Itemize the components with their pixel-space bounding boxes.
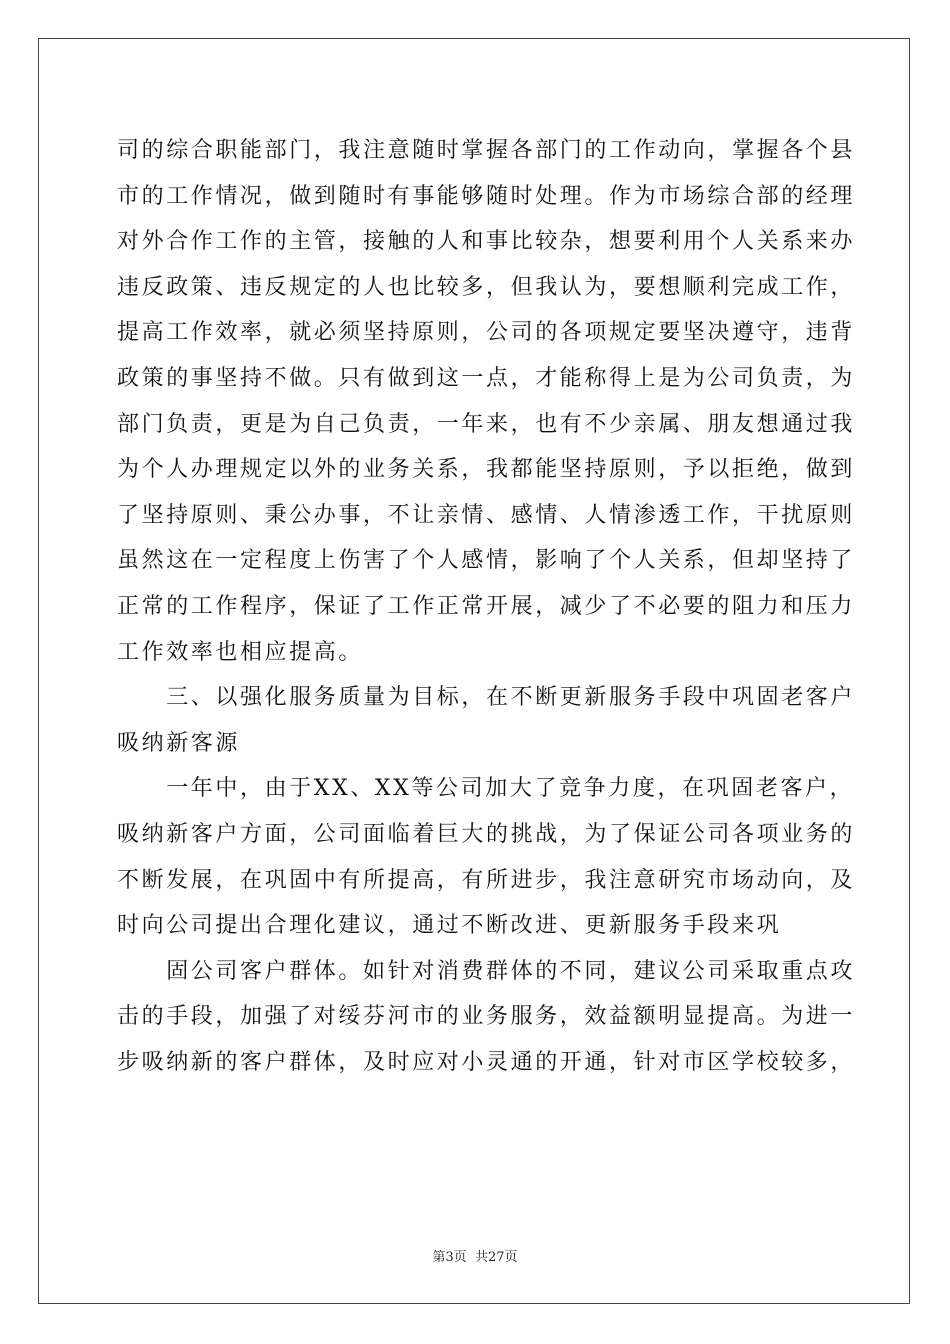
text-line: 司的综合职能部门，我注意随时掌握各部门的工作动向，掌握各个县 <box>117 138 856 163</box>
text-line: 正常的工作程序，保证了工作正常开展，减少了不必要的阻力和压力 <box>117 593 856 619</box>
text-line: 提高工作效率，就必须坚持原则，公司的各项规定要坚决遵守，违背 <box>117 320 856 346</box>
section-heading-line: 吸纳新客源 <box>117 730 241 756</box>
text-line: 违反政策、违反规定的人也比较多，但我认为，要想顺利完成工作， <box>117 274 856 300</box>
text-line: 市的工作情况，做到随时有事能够随时处理。作为市场综合部的经理 <box>117 183 856 209</box>
text-line: 为个人办理规定以外的业务关系，我都能坚持原则，予以拒绝，做到 <box>117 457 856 483</box>
text-line: 对外合作工作的主管，接触的人和事比较杂，想要利用个人关系来办 <box>117 229 856 255</box>
text-line: 部门负责，更是为自己负责，一年来，也有不少亲属、朋友想通过我 <box>117 411 856 437</box>
section-heading-line: 三、以强化服务质量为目标，在不断更新服务手段中巩固老客户 <box>117 685 856 711</box>
text-line: 击的手段，加强了对绥芬河市的业务服务，效益额明显提高。为进一 <box>117 1004 856 1030</box>
text-line: 了坚持原则、秉公办事，不让亲情、感情、人情渗透工作，干扰原则 <box>117 502 856 528</box>
text-line: 时向公司提出合理化建议，通过不断改进、更新服务手段来巩 <box>117 913 782 939</box>
text-line: 虽然这在一定程度上伤害了个人感情，影响了个人关系，但却坚持了 <box>117 548 856 574</box>
page-number: 第3页 <box>432 1250 467 1265</box>
text-line: 工作效率也相应提高。 <box>117 639 364 665</box>
page-total: 共27页 <box>474 1250 518 1265</box>
page-footer <box>0 1246 950 1265</box>
text-line: 政策的事坚持不做。只有做到这一点，才能称得上是为公司负责，为 <box>117 365 856 391</box>
text-line: 吸纳新客户方面，公司面临着巨大的挑战，为了保证公司各项业务的 <box>117 821 856 847</box>
document-body <box>117 128 856 1085</box>
text-line: 不断发展，在巩固中有所提高，有所进步，我注意研究市场动向，及 <box>117 867 856 893</box>
text-line: 固公司客户群体。如针对消费群体的不同，建议公司采取重点攻 <box>117 958 856 984</box>
text-line: 步吸纳新的客户群体，及时应对小灵通的开通，针对市区学校较多， <box>117 1049 856 1075</box>
text-line: 一年中，由于XX、XX等公司加大了竞争力度，在巩固老客户， <box>117 776 855 802</box>
